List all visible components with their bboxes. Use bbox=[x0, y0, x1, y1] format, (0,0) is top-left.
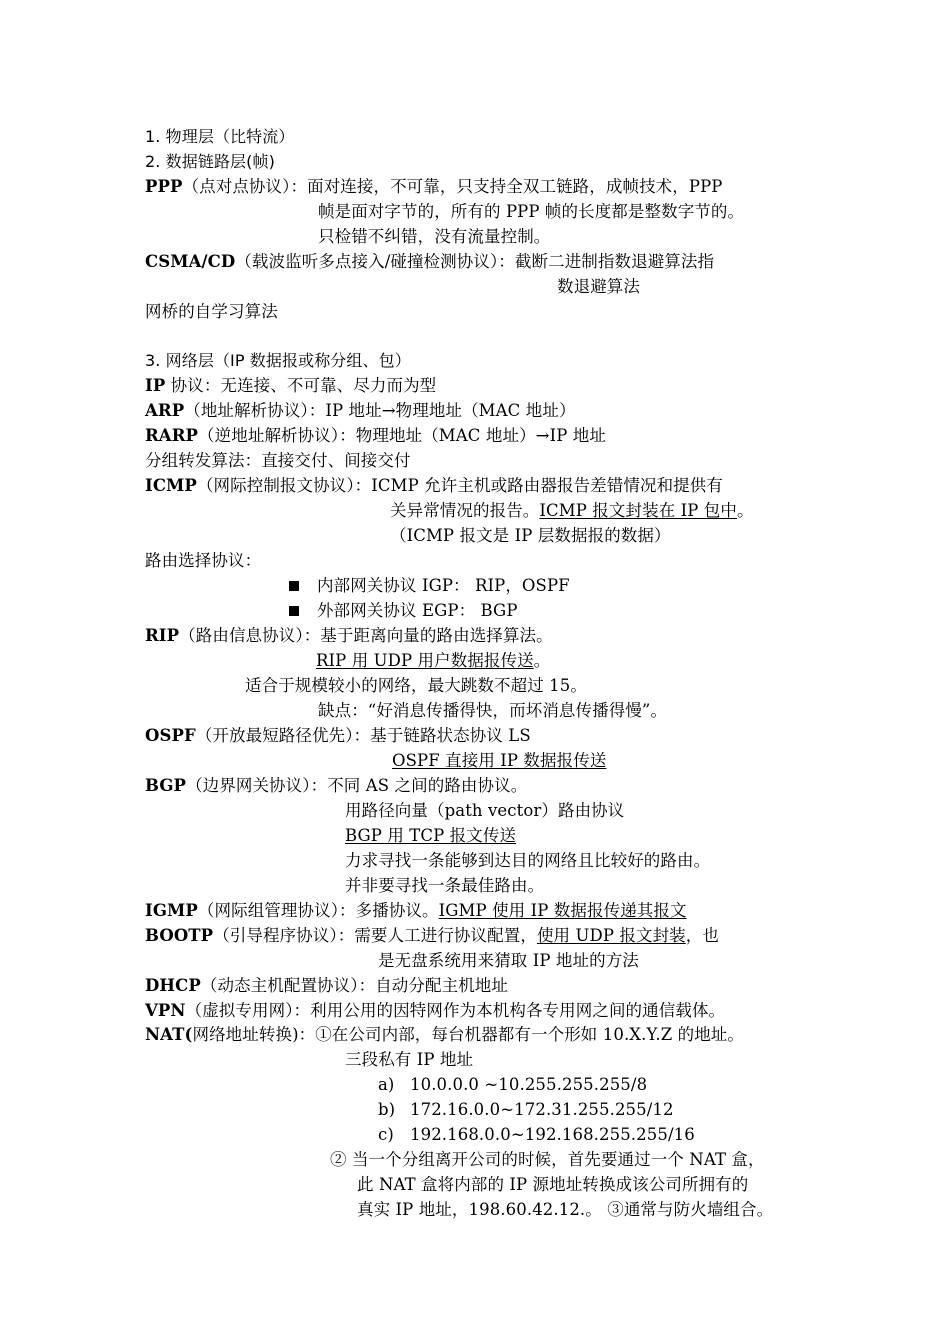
nat-para-2-line-1: ② 当一个分组离开公司的时候，首先要通过一个 NAT 盒， bbox=[330, 1150, 765, 1169]
routing-title: 路由选择协议： bbox=[145, 551, 262, 570]
nat-desc-1: 网络地址转换)：①在公司内部，每台机器都有一个形如 10.X.Y.Z 的地址。 bbox=[192, 1025, 745, 1044]
nat-list-item-a bbox=[378, 1072, 647, 1097]
rip-line-4: 缺点：“好消息传播得快，而坏消息传播得慢”。 bbox=[318, 701, 668, 720]
rarp-desc: （逆地址解析协议）：物理地址（MAC 地址）→IP 地址 bbox=[198, 426, 606, 445]
section-heading-physical: 1. 物理层（比特流） bbox=[145, 127, 295, 146]
vpn-line bbox=[145, 998, 725, 1023]
ospf-line-1 bbox=[145, 723, 531, 748]
ppp-desc-1: （点对点协议）：面对连接，不可靠，只支持全双工链路，成帧技术，PPP bbox=[182, 177, 723, 196]
rip-desc-2-underlined: RIP 用 UDP 用户数据报传送 bbox=[316, 651, 534, 670]
rip-desc-1: （路由信息协议）：基于距离向量的路由选择算法。 bbox=[179, 626, 553, 645]
csma-term: CSMA/CD bbox=[145, 252, 236, 271]
nat-line-1 bbox=[145, 1022, 744, 1047]
arp-line bbox=[145, 398, 576, 423]
bgp-desc-3-underlined: BGP 用 TCP 报文传送 bbox=[345, 826, 517, 845]
nat-list-text: 192.168.0.0~192.168.255.255/16 bbox=[410, 1125, 695, 1144]
icmp-line-2 bbox=[390, 498, 754, 523]
ip-line bbox=[145, 373, 436, 398]
nat-list-marker: a) bbox=[378, 1075, 395, 1094]
nat-list-marker: b) bbox=[378, 1100, 396, 1119]
forward-line: 分组转发算法：直接交付、间接交付 bbox=[145, 451, 411, 470]
rip-desc-2b: 。 bbox=[533, 651, 551, 670]
icmp-desc-1: （网际控制报文协议）：ICMP 允许主机或路由器报告差错情况和提供有 bbox=[196, 476, 723, 495]
square-bullet-icon bbox=[289, 606, 299, 616]
arp-desc: （地址解析协议）：IP 地址→物理地址（MAC 地址） bbox=[184, 401, 576, 420]
ppp-line-1 bbox=[145, 174, 723, 199]
csma-desc-1: （载波监听多点接入/碰撞检测协议）：截断二进制指数退避算法指 bbox=[235, 252, 715, 271]
icmp-line-3: （ICMP 报文是 IP 层数据报的数据） bbox=[390, 526, 671, 545]
nat-para-2-line-2: 此 NAT 盒将内部的 IP 源地址转换成该公司所拥有的 bbox=[357, 1175, 749, 1194]
bootp-desc-1b: ，也 bbox=[685, 926, 719, 945]
vpn-term: VPN bbox=[145, 1001, 186, 1020]
bgp-line-2: 用路径向量（path vector）路由协议 bbox=[345, 801, 625, 820]
rarp-line bbox=[145, 423, 606, 448]
ospf-term: OSPF bbox=[145, 726, 196, 745]
bgp-line-5: 并非要寻找一条最佳路由。 bbox=[345, 876, 545, 895]
ppp-line-3: 只检错不纠错，没有流量控制。 bbox=[318, 227, 551, 246]
nat-list-text: 172.16.0.0~172.31.255.255/12 bbox=[410, 1100, 674, 1119]
ppp-term: PPP bbox=[145, 177, 183, 196]
routing-item-egp-text: 外部网关协议 EGP： BGP bbox=[317, 601, 518, 620]
routing-item-igp bbox=[289, 573, 570, 598]
dhcp-desc: （动态主机配置协议）：自动分配主机地址 bbox=[200, 976, 508, 995]
icmp-desc-2b: 。 bbox=[737, 501, 754, 520]
rip-line-1 bbox=[145, 623, 553, 648]
bgp-line-4: 力求寻找一条能够到达目的网络且比较好的路由。 bbox=[345, 851, 711, 870]
dhcp-term: DHCP bbox=[145, 976, 201, 995]
rip-line-3: 适合于规模较小的网络，最大跳数不超过 15。 bbox=[245, 676, 587, 695]
nat-term: NAT( bbox=[145, 1025, 193, 1044]
rip-line-2 bbox=[316, 648, 550, 673]
bgp-line-3 bbox=[345, 823, 516, 848]
igmp-desc-1: （网际组管理协议）：多播协议。 bbox=[197, 901, 439, 920]
igmp-term: IGMP bbox=[145, 901, 198, 920]
ppp-line-2: 帧是面对字节的，所有的 PPP 帧的长度都是整数字节的。 bbox=[318, 202, 745, 221]
nat-list-text: 10.0.0.0 ~10.255.255.255/8 bbox=[410, 1075, 648, 1094]
igmp-line bbox=[145, 898, 687, 923]
bgp-line-1 bbox=[145, 773, 527, 798]
ip-term: IP bbox=[145, 376, 166, 395]
nat-list-item-c bbox=[378, 1122, 695, 1147]
square-bullet-icon bbox=[289, 581, 299, 591]
bootp-line-2: 是无盘系统用来猜取 IP 地址的方法 bbox=[378, 951, 639, 970]
icmp-term: ICMP bbox=[145, 476, 197, 495]
bgp-term: BGP bbox=[145, 776, 187, 795]
bridge-line: 网桥的自学习算法 bbox=[145, 302, 278, 321]
bgp-desc-1: （边界网关协议）：不同 AS 之间的路由协议。 bbox=[186, 776, 528, 795]
nat-line-2: 三段私有 IP 地址 bbox=[345, 1050, 474, 1069]
rarp-term: RARP bbox=[145, 426, 199, 445]
ospf-desc-1: （开放最短路径优先）：基于链路状态协议 LS bbox=[195, 726, 531, 745]
csma-line-2: 数退避算法 bbox=[557, 277, 640, 296]
dhcp-line bbox=[145, 973, 508, 998]
icmp-line-1 bbox=[145, 473, 723, 498]
nat-para-2-line-3: 真实 IP 地址，198.60.42.12.。 ③通常与防火墙组合。 bbox=[357, 1200, 774, 1219]
icmp-desc-2-underlined: ICMP 报文封装在 IP 包中 bbox=[539, 501, 737, 520]
igmp-desc-1-underlined: IGMP 使用 IP 数据报传递其报文 bbox=[438, 901, 687, 920]
section-heading-datalink: 2. 数据链路层(帧) bbox=[145, 152, 275, 171]
rip-term: RIP bbox=[145, 626, 180, 645]
ip-desc: 协议：无连接、不可靠、尽力而为型 bbox=[165, 376, 437, 395]
bootp-desc-1: （引导程序协议）：需要人工进行协议配置， bbox=[213, 926, 537, 945]
csma-line-1 bbox=[145, 249, 714, 274]
vpn-desc: （虚拟专用网）：利用公用的因特网作为本机构各专用网之间的通信载体。 bbox=[185, 1001, 726, 1020]
arp-term: ARP bbox=[145, 401, 185, 420]
bootp-desc-1-underlined: 使用 UDP 报文封装 bbox=[536, 926, 686, 945]
ospf-line-2 bbox=[392, 748, 606, 773]
section-heading-network: 3. 网络层（IP 数据报或称分组、包） bbox=[145, 351, 411, 370]
bootp-term: BOOTP bbox=[145, 926, 214, 945]
nat-list-item-b bbox=[378, 1097, 674, 1122]
bootp-line-1 bbox=[145, 923, 719, 948]
nat-list-marker: c) bbox=[378, 1125, 394, 1144]
icmp-desc-2a: 关异常情况的报告。 bbox=[390, 501, 540, 520]
ospf-desc-2-underlined: OSPF 直接用 IP 数据报传送 bbox=[392, 751, 607, 770]
routing-item-egp bbox=[289, 598, 518, 623]
routing-item-igp-text: 内部网关协议 IGP： RIP，OSPF bbox=[317, 576, 570, 595]
